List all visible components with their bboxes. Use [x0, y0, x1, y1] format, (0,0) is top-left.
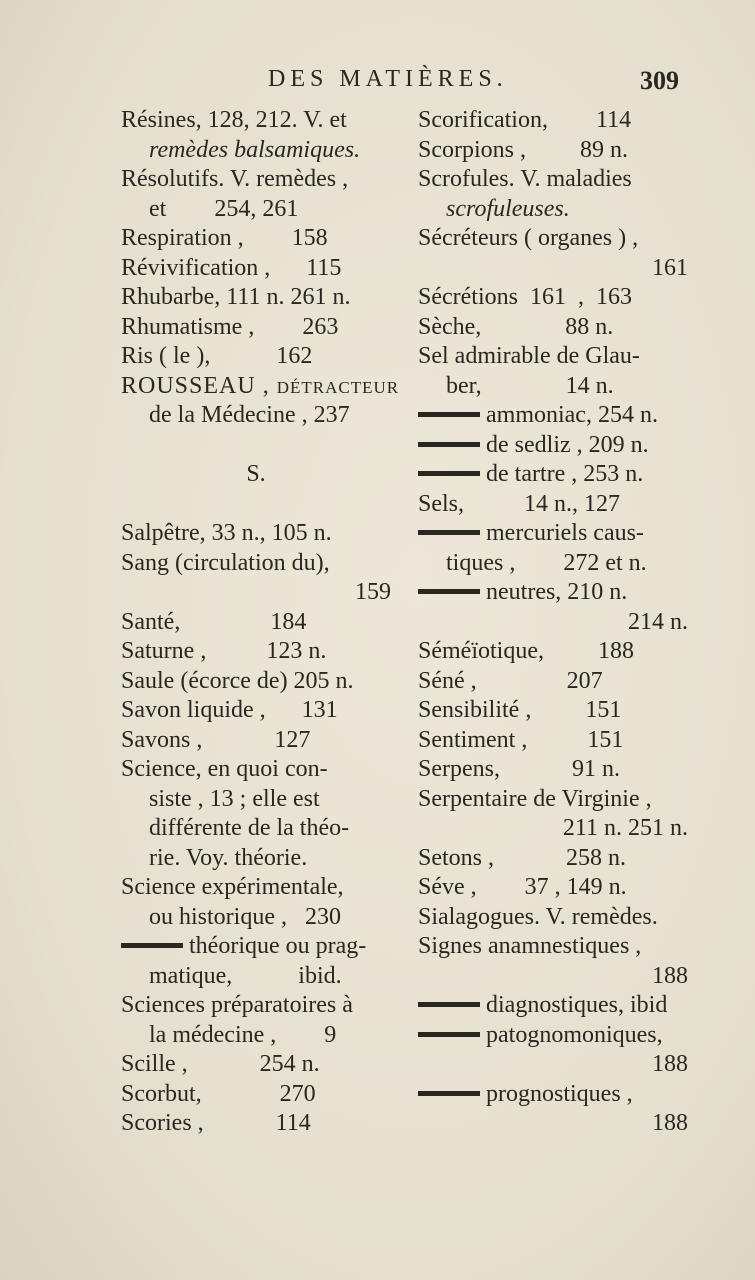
index-entry-line [121, 313, 391, 343]
index-entry-line [418, 962, 688, 992]
entry-text: S. [246, 461, 266, 487]
entry-text: Savons , 127 [121, 726, 311, 753]
index-entry-line [418, 844, 688, 874]
index-entry-line [121, 136, 391, 166]
index-entry-line [418, 696, 688, 726]
index-entry-line [418, 1050, 688, 1080]
repeat-dash [418, 442, 480, 447]
entry-text: Scories , 114 [121, 1110, 311, 1136]
index-entry-line [121, 667, 391, 697]
entry-text: 211 n. 251 n. [562, 815, 688, 841]
entry-text: Scrofules. V. maladies [418, 166, 632, 192]
entry-text: Respiration , 158 [121, 225, 328, 251]
entry-text: Sciences préparatoires à [121, 992, 353, 1018]
entry-text: Science, en quoi con- [121, 756, 328, 782]
entry-text: Savon liquide , 131 [121, 697, 338, 723]
index-entry-line [121, 1109, 391, 1139]
index-entry-line [121, 873, 391, 903]
index-entry-line [121, 1080, 391, 1110]
index-entry-line [418, 991, 688, 1021]
index-entry-line [418, 136, 688, 166]
index-entry-line [418, 637, 688, 667]
index-entry-line [121, 903, 391, 933]
entry-text: Rhubarbe, 111 n. 261 n. [121, 284, 351, 310]
index-entry-line [121, 342, 391, 372]
index-entry-line [121, 755, 391, 785]
page-number: 309 [640, 66, 679, 95]
entry-text: 161 [652, 254, 688, 281]
index-entry-line [121, 932, 391, 962]
index-entry-line [121, 165, 391, 195]
entry-text: Sels, 14 n., 127 [418, 490, 621, 517]
index-entry-line [418, 165, 688, 195]
index-entry-line [121, 696, 391, 726]
index-entry-line [418, 1109, 688, 1139]
entry-text: Signes anamnestiques , [418, 933, 642, 959]
index-entry-line [121, 401, 391, 431]
index-entry-line [121, 372, 400, 402]
index-entry-line [418, 195, 688, 225]
index-entry-line [121, 106, 391, 136]
index-entry-line [418, 372, 688, 402]
running-title: DES MATIÈRES. [268, 66, 508, 92]
page-header [0, 66, 755, 106]
entry-text: Serpentaire de Virginie , [418, 785, 652, 812]
entry-text: Sel admirable de Glau- [418, 343, 640, 369]
entry-text: matique, ibid. [149, 962, 342, 989]
entry-text: remèdes balsamiques. [149, 136, 361, 163]
repeat-dash [418, 412, 480, 417]
index-entry-line [121, 283, 391, 313]
entry-text: Révivification , 115 [121, 254, 342, 281]
index-entry-line [418, 401, 688, 431]
index-entry-line [418, 283, 688, 313]
entry-text: Saule (écorce de) 205 n. [121, 667, 354, 694]
entry-text: scrofuleuses. [446, 195, 570, 222]
spacer [121, 490, 391, 520]
entry-text: ROUSSEAU , détracteur [121, 372, 400, 399]
entry-text: Sang (circulation du), [121, 549, 330, 576]
entry-text: ammoniac, 254 n. [486, 402, 658, 428]
index-entry-line [418, 431, 688, 461]
index-entry-line [418, 549, 688, 579]
entry-text: de sedliz , 209 n. [486, 431, 649, 458]
spacer [121, 431, 391, 461]
entry-text: Sécréteurs ( organes ) , [418, 225, 639, 251]
entry-text: ou historique , 230 [149, 903, 341, 930]
repeat-dash [418, 530, 480, 535]
index-entry-line [121, 195, 391, 225]
entry-text: de tartre , 253 n. [486, 461, 644, 487]
entry-text: Scorbut, 270 [121, 1080, 316, 1107]
entry-text: Sèche, 88 n. [418, 313, 614, 340]
entry-text: 188 [652, 962, 688, 989]
entry-text: Scorification, 114 [418, 107, 632, 133]
index-column-right [418, 106, 688, 1139]
entry-text: Salpêtre, 33 n., 105 n. [121, 520, 332, 546]
entry-text: la médecine , 9 [149, 1021, 337, 1048]
entry-text: Serpens, 91 n. [418, 756, 620, 782]
index-entry-line [418, 519, 688, 549]
entry-text: théorique ou prag- [189, 933, 367, 959]
index-entry-line [418, 490, 688, 520]
index-entry-line [418, 814, 688, 844]
entry-text: rie. Voy. théorie. [149, 844, 308, 871]
index-entry-line [121, 224, 391, 254]
index-entry-line [121, 578, 391, 608]
index-entry-line [121, 962, 391, 992]
index-entry-line [418, 342, 688, 372]
entry-text: Rhumatisme , 263 [121, 313, 339, 340]
index-column-left [121, 106, 400, 1139]
entry-text: tiques , 272 et n. [446, 549, 647, 576]
index-entry-line [418, 932, 688, 962]
entry-text: Séné , 207 [418, 667, 603, 694]
index-entry-line [418, 785, 688, 815]
index-entry-line [121, 1021, 391, 1051]
entry-text: Scille , 254 n. [121, 1051, 320, 1077]
entry-text: diagnostiques, ibid [486, 992, 668, 1018]
entry-text: Sialagogues. V. remèdes. [418, 903, 658, 930]
index-entry-line [121, 991, 391, 1021]
entry-text: Setons , 258 n. [418, 844, 627, 871]
entry-text: Séméïotique, 188 [418, 638, 634, 664]
entry-text: siste , 13 ; elle est [149, 785, 320, 812]
index-entry-line [121, 726, 391, 756]
repeat-dash [418, 1032, 480, 1037]
entry-text: et 254, 261 [149, 195, 299, 222]
index-entry-line [121, 254, 391, 284]
entry-text: 188 [652, 1110, 688, 1136]
entry-text: Résines, 128, 212. V. et [121, 107, 347, 133]
index-entry-line [418, 224, 688, 254]
entry-text: mercuriels caus- [486, 520, 644, 546]
index-entry-line [418, 755, 688, 785]
section-letter [121, 460, 391, 490]
entry-text: 159 [355, 579, 391, 605]
repeat-dash [121, 943, 183, 948]
index-entry-line [418, 313, 688, 343]
entry-text: 188 [652, 1051, 688, 1077]
entry-text: Sécrétions 161 , 163 [418, 284, 632, 310]
entry-text: 214 n. [628, 608, 688, 635]
entry-text: Séve , 37 , 149 n. [418, 874, 627, 900]
index-entry-line [418, 903, 688, 933]
index-entry-line [418, 460, 688, 490]
index-entry-line [121, 549, 391, 579]
index-entry-line [418, 608, 688, 638]
index-entry-line [418, 1080, 688, 1110]
entry-text: Scorpions , 89 n. [418, 136, 628, 163]
repeat-dash [418, 589, 480, 594]
entry-text: ber, 14 n. [446, 372, 614, 399]
index-entry-line [121, 608, 391, 638]
index-entry-line [418, 254, 688, 284]
repeat-dash [418, 1091, 480, 1096]
index-entry-line [121, 519, 391, 549]
index-entry-line [121, 785, 391, 815]
entry-text: de la Médecine , 237 [149, 402, 350, 428]
entry-text: neutres, 210 n. [486, 579, 628, 605]
index-entry-line [418, 873, 688, 903]
index-entry-line [121, 814, 391, 844]
entry-text: Sentiment , 151 [418, 726, 624, 753]
entry-text: Saturne , 123 n. [121, 638, 327, 664]
index-entry-line [121, 844, 391, 874]
repeat-dash [418, 1002, 480, 1007]
entry-text: Science expérimentale, [121, 874, 344, 900]
index-entry-line [418, 667, 688, 697]
entry-text: Ris ( le ), 162 [121, 343, 313, 369]
index-entry-line [418, 578, 688, 608]
entry-text: Santé, 184 [121, 608, 307, 635]
entry-text: différente de la théo- [149, 815, 350, 841]
entry-text: patognomoniques, [486, 1021, 663, 1048]
index-entry-line [121, 1050, 391, 1080]
repeat-dash [418, 471, 480, 476]
index-entry-line [121, 637, 391, 667]
index-entry-line [418, 726, 688, 756]
entry-text: prognostiques , [486, 1080, 633, 1107]
entry-text: Résolutifs. V. remèdes , [121, 166, 349, 192]
entry-text: Sensibilité , 151 [418, 697, 622, 723]
index-entry-line [418, 1021, 688, 1051]
index-entry-line [418, 106, 688, 136]
